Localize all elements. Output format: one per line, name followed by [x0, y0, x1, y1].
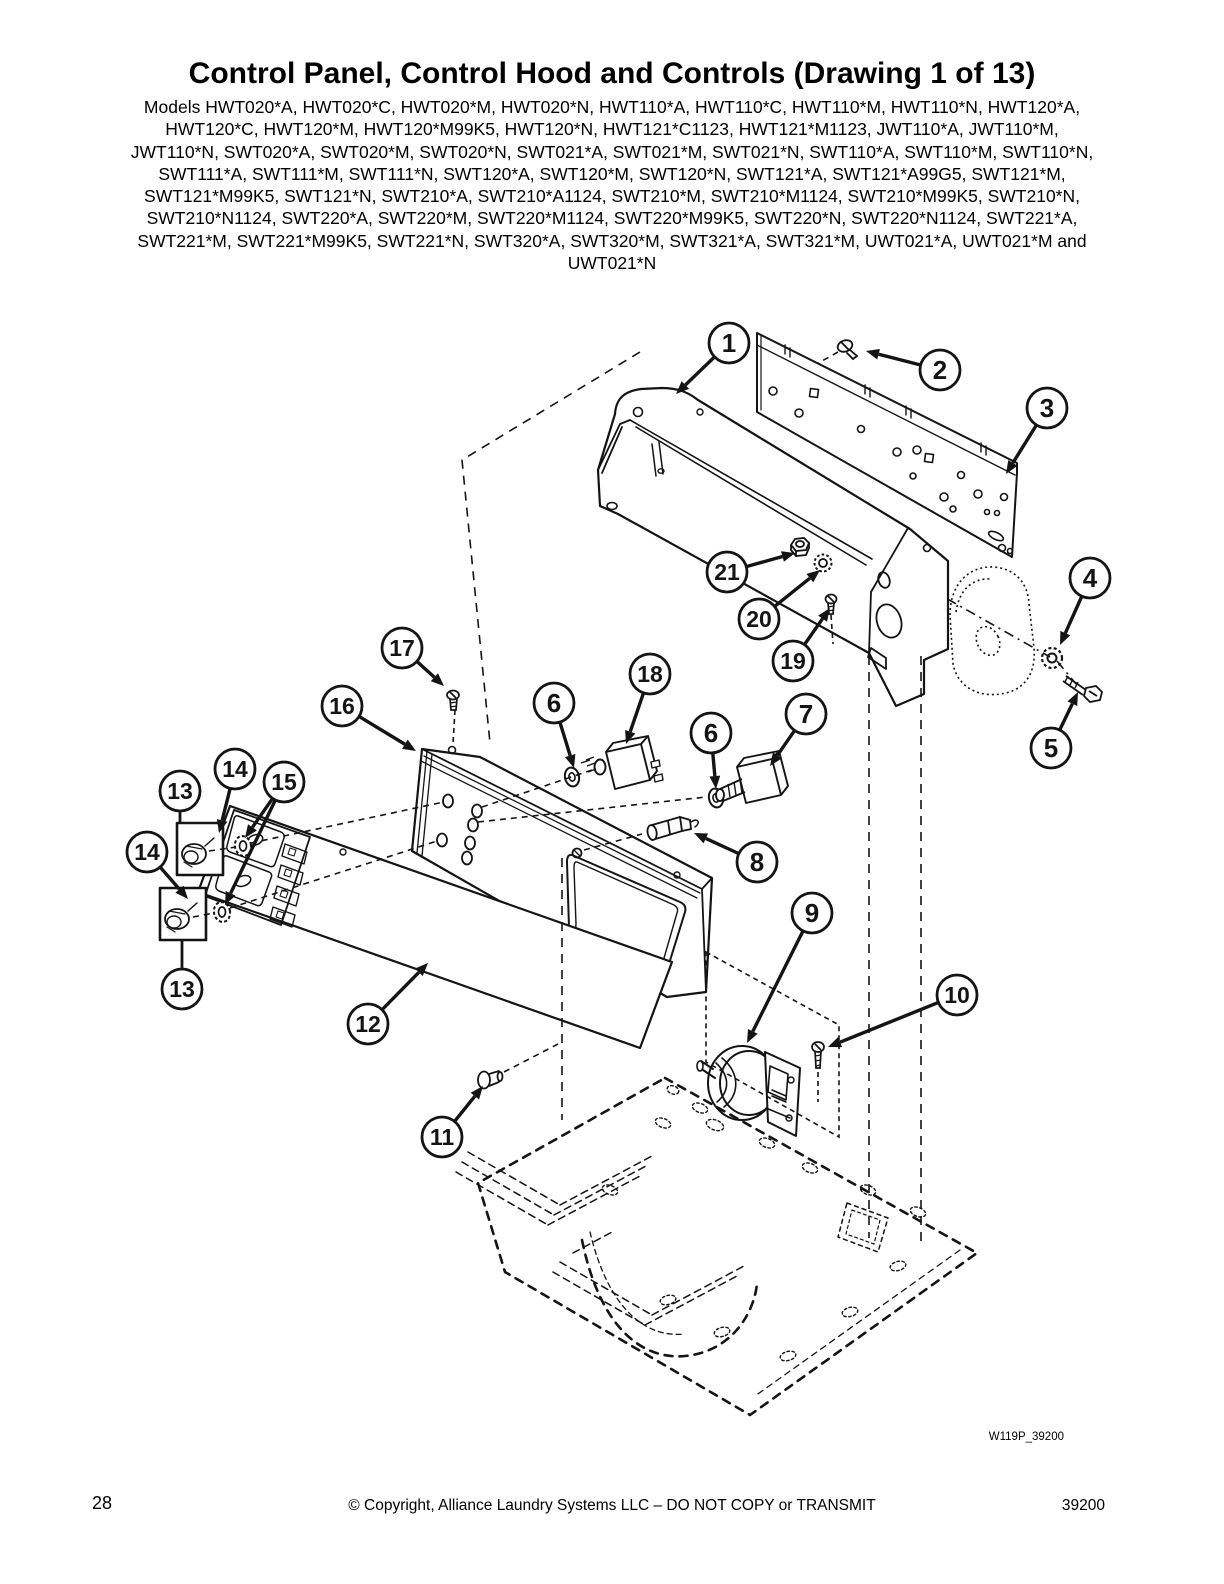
arrowhead: [828, 1037, 842, 1047]
leader-arrow: [685, 357, 714, 385]
callout-number: 4: [1082, 563, 1098, 593]
callout-number: 8: [749, 847, 765, 877]
callout-number: 15: [271, 769, 297, 795]
callout-number: 21: [714, 559, 740, 585]
callout-number: 10: [944, 982, 970, 1008]
leader-arrow: [713, 753, 715, 776]
models-list-line: JWT110*N, SWT020*A, SWT020*M, SWT020*N, SWT021*A, SWT021*M, SWT021*N, SWT110*A, SWT110*M, SWT110*N,: [130, 141, 1094, 162]
callout-number: 13: [167, 778, 193, 804]
leader-arrow: [1065, 596, 1082, 633]
callout-3-2: [1006, 388, 1067, 474]
callout-number: 11: [429, 1124, 455, 1150]
callout-number: 1: [721, 328, 737, 358]
callout-13-14: [160, 771, 200, 823]
callout-17-20: [382, 628, 444, 686]
star-washer-part-4: [1042, 648, 1062, 668]
bolt-part-5: [1063, 676, 1102, 702]
callout-number: 17: [389, 635, 415, 661]
pressure-switch-part-9: [697, 1046, 800, 1136]
callout-18-6: [625, 654, 670, 744]
callout-number: 20: [746, 606, 772, 632]
models-list-line: Models HWT020*A, HWT020*C, HWT020*M, HWT020*N, HWT110*A, HWT110*C, HWT110*M, HWT110*N, HWT120*A,: [143, 97, 1081, 117]
callout-number: 6: [703, 718, 719, 748]
callout-number: 16: [329, 693, 355, 719]
models-list-line: SWT221*M, SWT221*M99K5, SWT221*N, SWT320*A, SWT320*M, SWT321*A, SWT321*M, UWT021*A, UWT021*M and: [137, 230, 1087, 251]
figure-code: W119P_39200: [988, 1431, 1064, 1443]
screw-part-2: [836, 338, 857, 359]
leader-arrow: [753, 931, 803, 1031]
leader-arrow: [1060, 704, 1073, 730]
callout-number: 18: [637, 661, 663, 687]
callout-number: 14: [134, 839, 160, 865]
plug-button-part-11: [478, 1071, 503, 1089]
leader-arrow: [1013, 425, 1037, 463]
callout-9-10: [747, 893, 832, 1043]
screw-part-17: [447, 691, 459, 711]
callout-2-1: [866, 349, 960, 390]
callout-10-11: [828, 975, 977, 1047]
callout-number: 5: [1043, 733, 1059, 763]
indicator-light-part-8: [646, 817, 698, 841]
knob-kit-part-13-upper: [177, 823, 223, 875]
callout-number: 9: [804, 898, 820, 928]
footer-copyright: © Copyright, Alliance Laundry Systems LLC – DO NOT COPY or TRANSMIT: [348, 1497, 876, 1514]
models-list-line: UWT021*N: [567, 253, 657, 274]
leader-arrow: [560, 722, 570, 755]
models-list-line: SWT210*N1124, SWT220*A, SWT220*M, SWT220*M1124, SWT220*M99K5, SWT220*N, SWT220*N1124, SWT221*A,: [146, 208, 1078, 229]
leader-arrow: [840, 1002, 938, 1042]
callout-7-8: [770, 694, 826, 766]
leader-arrow: [630, 693, 643, 732]
models-list-line: SWT111*A, SWT111*M, SWT111*N, SWT120*A, SWT120*M, SWT120*N, SWT121*A, SWT121*A99G5, SWT121*M,: [158, 163, 1066, 184]
callout-16-19: [322, 686, 416, 751]
callout-13-18: [162, 941, 202, 1009]
callout-number: 19: [780, 648, 806, 674]
leader-arrow: [455, 1096, 475, 1121]
callout-number: 6: [546, 688, 562, 718]
callout-number: 13: [169, 976, 195, 1002]
models-list-line: HWT120*C, HWT120*M, HWT120*M99K5, HWT120*N, HWT121*C1123, HWT121*M1123, JWT110*A, JWT110*M,: [165, 119, 1059, 140]
switch-part-18: [581, 736, 663, 789]
footer-doc-number: 39200: [1061, 1497, 1105, 1514]
leader-arrow: [382, 972, 419, 1009]
callout-5-4: [1031, 692, 1078, 768]
page-title: Control Panel, Control Hood and Controls (Drawing 1 of 13): [188, 57, 1036, 90]
console-reference-outline: [950, 567, 1034, 695]
callout-number: 2: [932, 355, 948, 385]
callout-number: 12: [355, 1011, 381, 1037]
callout-1-0: [676, 323, 749, 394]
screw-part-10: [812, 1042, 824, 1068]
leader-arrow: [706, 838, 739, 853]
callout-12-13: [348, 963, 428, 1044]
callout-number: 14: [222, 756, 248, 782]
arrowhead: [565, 754, 575, 768]
cabinet-top-reference: [456, 1078, 977, 1415]
callout-number: 3: [1039, 393, 1055, 423]
callout-19-21: [773, 608, 830, 681]
models-list-line: SWT121*M99K5, SWT121*N, SWT210*A, SWT210*A1124, SWT210*M, SWT210*M1124, SWT210*M99K5, SWT210*N,: [144, 186, 1080, 207]
footer-page-number: 28: [92, 1493, 113, 1513]
callout-number: 7: [798, 699, 814, 729]
washer-part-6-left: [563, 766, 581, 787]
callout-4-3: [1060, 558, 1110, 645]
arrowhead: [866, 349, 880, 359]
leader-arrow: [777, 730, 794, 755]
leader-arrow: [359, 716, 405, 744]
arrowhead: [709, 776, 720, 789]
callout-6-7: [691, 713, 731, 789]
callout-6-5: [534, 683, 575, 768]
leader-arrow: [417, 661, 435, 677]
leader-arrow: [879, 354, 921, 365]
callout-11-12: [422, 1086, 483, 1157]
